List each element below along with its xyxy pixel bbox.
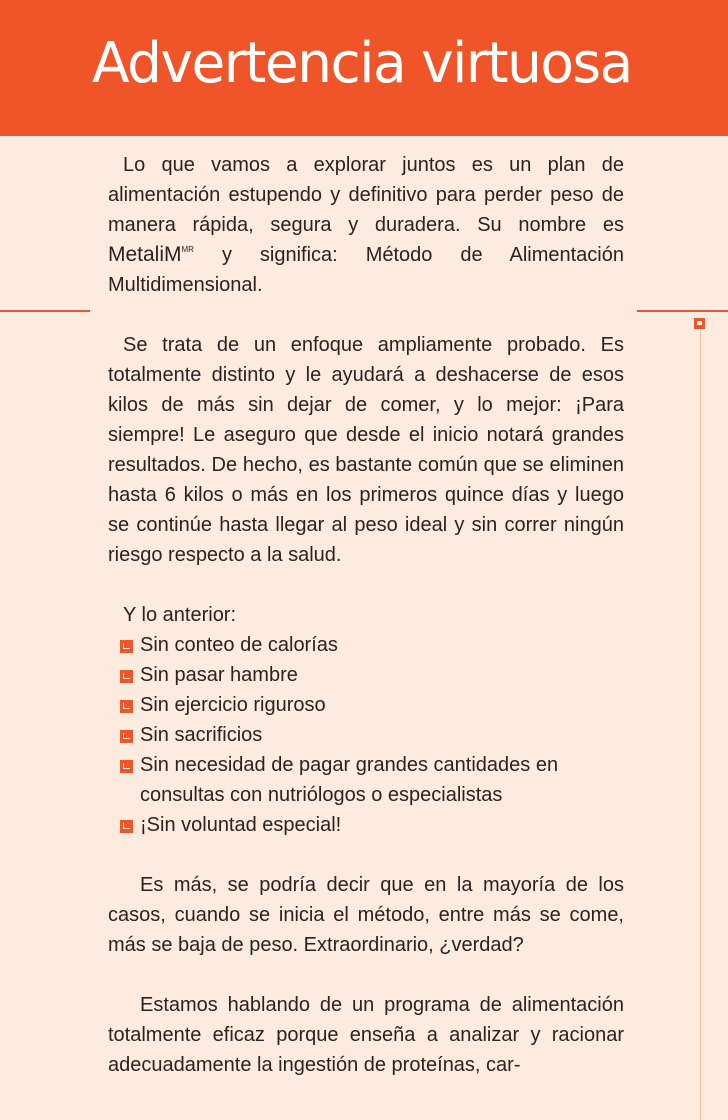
left-divider-rule [0,310,90,312]
article-body [108,150,624,1080]
square-bullet-icon [120,670,133,683]
square-bullet-icon [120,700,133,713]
square-bullet-icon [120,760,133,773]
square-marker-icon [694,318,705,329]
list-intro: Y lo anterior: [123,604,237,626]
paragraph-intro [108,150,624,300]
list-item: Sin necesidad de pagar grandes cantidades en consultas con nutriólogos o especialistas [140,750,624,810]
right-divider-rule [637,310,728,312]
paragraph-intro-text-b: y significa: Método de Alimentación Multidimensional. [108,244,624,296]
margin-guide-line [700,330,701,1120]
brand-name: MetaliM [108,243,182,266]
paragraph-intro-text-a: Lo que vamos a explorar juntos es un plan de alimentación estupendo y definitivo para perder peso de manera rápida, segura y duradera. Su nombre es [108,154,624,236]
square-bullet-icon [120,820,133,833]
trademark-mark: MR [181,245,194,254]
list-item: Sin sacrificios [140,720,624,750]
list-item: Sin ejercicio riguroso [140,690,624,720]
list-item: ¡Sin voluntad especial! [140,810,624,840]
benefits-list [108,630,624,840]
page-title: Advertencia virtuosa [92,31,632,96]
title-banner [0,0,728,136]
list-item: Sin pasar hambre [140,660,624,690]
paragraph-more: Es más, se podría decir que en la mayoría de los casos, cuando se inicia el método, entre más se come, más se baja de peso. Extraordinario, ¿verdad? [108,874,624,956]
paragraph-program: Estamos hablando de un programa de alimentación totalmente eficaz porque enseña a analizar y racionar adecuadamente la ingestión de proteínas, car- [108,994,624,1076]
paragraph-approach: Se trata de un enfoque ampliamente probado. Es totalmente distinto y le ayudará a deshacerse de esos kilos de más sin dejar de comer, y lo mejor: ¡Para siempre! Le aseguro que desde el inicio notará grandes resultados. De hecho, es bastante común que se eliminen hasta 6 kilos o más en los primeros quince días y luego se continúe hasta llegar al peso ideal y sin correr ningún riesgo respecto a la salud. [108,334,624,566]
square-bullet-icon [120,730,133,743]
list-item: Sin conteo de calorías [140,630,624,660]
square-bullet-icon [120,640,133,653]
